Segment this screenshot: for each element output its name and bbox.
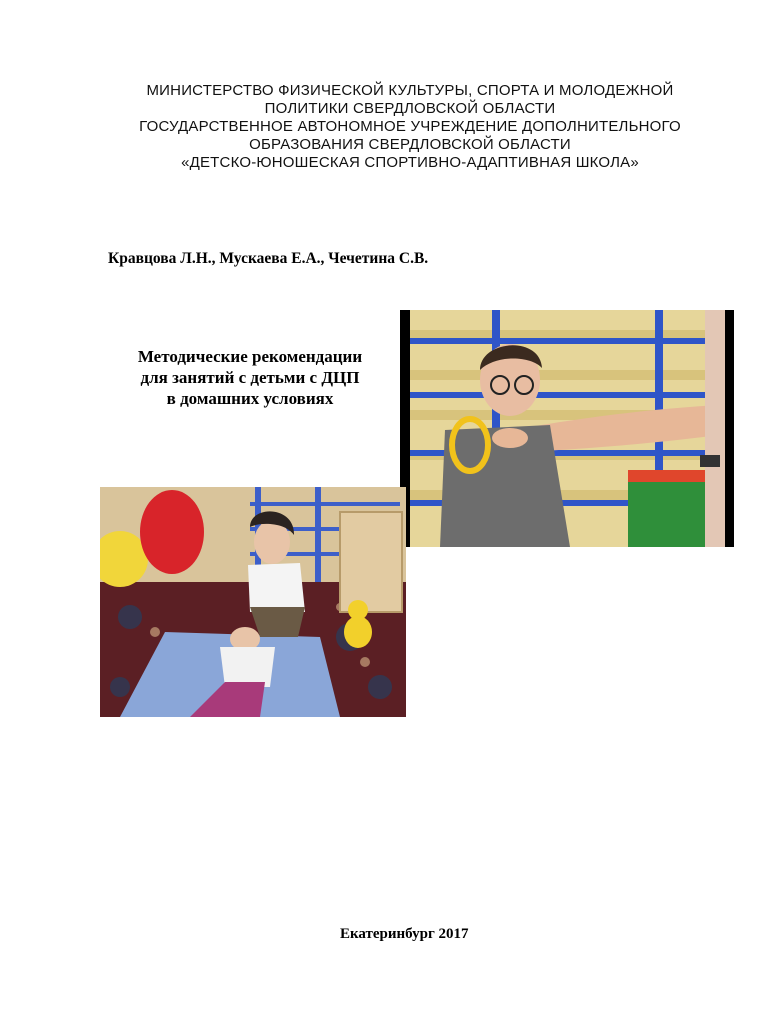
photo-boy-with-ring [400,310,734,547]
header-line: МИНИСТЕРСТВО ФИЗИЧЕСКОЙ КУЛЬТУРЫ, СПОРТА И МОЛОДЕЖНОЙ [146,82,674,99]
city-year: Екатеринбург 2017 [340,926,469,942]
header-line: ОБРАЗОВАНИЯ СВЕРДЛОВСКОЙ ОБЛАСТИ [249,136,571,153]
title-line: для занятий с детьми с ДЦП [140,368,360,387]
header-line: «ДЕТСКО-ЮНОШЕСКАЯ СПОРТИВНО-АДАПТИВНАЯ ШКОЛА» [181,154,639,171]
photo-child-on-mat [100,487,406,717]
header-line: ГОСУДАРСТВЕННОЕ АВТОНОМНОЕ УЧРЕЖДЕНИЕ ДОПОЛНИТЕЛЬНОГО [139,118,681,135]
institution-header [60,82,760,172]
title-line: Методические рекомендации [137,347,363,366]
title-line: в домашних условиях [166,389,334,408]
header-line: ПОЛИТИКИ СВЕРДЛОВСКОЙ ОБЛАСТИ [264,100,556,117]
authors: Кравцова Л.Н., Мускаева Е.А., Чечетина С.В. [108,250,429,267]
document-title [100,346,400,409]
